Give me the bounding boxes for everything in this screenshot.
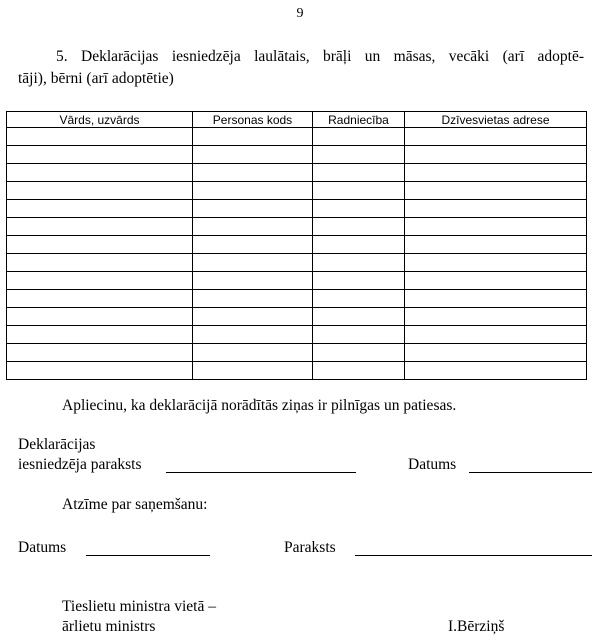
signatory-position-line-2: ārlietu ministrs (62, 618, 156, 635)
table-cell[interactable] (7, 236, 193, 254)
table-cell[interactable] (7, 308, 193, 326)
table-cell[interactable] (313, 344, 405, 362)
table-row (7, 290, 587, 308)
table-cell[interactable] (313, 200, 405, 218)
table-cell[interactable] (313, 326, 405, 344)
table-cell[interactable] (193, 362, 313, 380)
confirmation-statement: Apliecinu, ka deklarācijā norādītās ziņas ir pilnīgas un patiesas. (62, 397, 457, 414)
table-cell[interactable] (7, 290, 193, 308)
table-body (7, 128, 587, 380)
table-cell[interactable] (405, 308, 587, 326)
table-cell[interactable] (193, 272, 313, 290)
table-cell[interactable] (405, 164, 587, 182)
table-cell[interactable] (313, 290, 405, 308)
table-row (7, 308, 587, 326)
receipt-date-field[interactable] (86, 555, 210, 556)
table-cell[interactable] (313, 362, 405, 380)
table-cell[interactable] (193, 200, 313, 218)
table-row (7, 362, 587, 380)
column-header-name: Vārds, uzvārds (7, 112, 193, 128)
page-number: 9 (296, 6, 304, 21)
table-cell[interactable] (193, 128, 313, 146)
signatory-name: I.Bērziņš (448, 618, 505, 635)
signatory-position-line-1: Tieslietu ministra vietā – (62, 598, 216, 615)
table-cell[interactable] (405, 272, 587, 290)
section-heading-line-1: 5. Deklarācijas iesniedzēja laulātais, brāļi un māsas, vecāki (arī adoptē- (56, 48, 584, 65)
table-cell[interactable] (313, 164, 405, 182)
table-row (7, 326, 587, 344)
table-cell[interactable] (313, 146, 405, 164)
table-cell[interactable] (7, 344, 193, 362)
signature-field[interactable] (166, 472, 356, 473)
table-row (7, 344, 587, 362)
table-cell[interactable] (193, 182, 313, 200)
table-cell[interactable] (193, 290, 313, 308)
column-header-relationship: Radniecība (313, 112, 405, 128)
table-cell[interactable] (313, 272, 405, 290)
table-cell[interactable] (405, 182, 587, 200)
table-row (7, 128, 587, 146)
table-cell[interactable] (193, 146, 313, 164)
table-cell[interactable] (405, 200, 587, 218)
table-row (7, 200, 587, 218)
table-cell[interactable] (313, 236, 405, 254)
table-cell[interactable] (7, 254, 193, 272)
table-cell[interactable] (405, 128, 587, 146)
table-header-row (7, 112, 587, 128)
table-cell[interactable] (7, 128, 193, 146)
table-row (7, 182, 587, 200)
column-header-personal-code: Personas kods (193, 112, 313, 128)
receipt-date-label: Datums (18, 539, 67, 556)
table-cell[interactable] (193, 164, 313, 182)
table-cell[interactable] (313, 308, 405, 326)
section-heading (18, 46, 584, 90)
table-cell[interactable] (7, 272, 193, 290)
table-row (7, 272, 587, 290)
table-row (7, 236, 587, 254)
table-row (7, 146, 587, 164)
table-cell[interactable] (7, 182, 193, 200)
table-cell[interactable] (405, 254, 587, 272)
table-cell[interactable] (313, 218, 405, 236)
table-cell[interactable] (405, 236, 587, 254)
table-row (7, 218, 587, 236)
table-cell[interactable] (405, 290, 587, 308)
date-label: Datums (408, 456, 457, 473)
table-cell[interactable] (7, 218, 193, 236)
table-cell[interactable] (7, 164, 193, 182)
receipt-signature-field[interactable] (355, 555, 592, 556)
table-cell[interactable] (7, 326, 193, 344)
table-cell[interactable] (313, 128, 405, 146)
signature-label-line-2: iesniedzēja paraksts (18, 456, 142, 473)
table-cell[interactable] (193, 308, 313, 326)
table-cell[interactable] (405, 146, 587, 164)
table-cell[interactable] (313, 254, 405, 272)
table-cell[interactable] (193, 218, 313, 236)
table-cell[interactable] (7, 200, 193, 218)
table-cell[interactable] (193, 236, 313, 254)
table-row (7, 254, 587, 272)
table-cell[interactable] (313, 182, 405, 200)
relatives-table (6, 111, 587, 380)
signature-label-line-1: Deklarācijas (18, 436, 96, 453)
table-row (7, 164, 587, 182)
table-cell[interactable] (193, 254, 313, 272)
date-field[interactable] (469, 472, 592, 473)
table-cell[interactable] (405, 362, 587, 380)
table-cell[interactable] (405, 344, 587, 362)
table-cell[interactable] (7, 362, 193, 380)
table-cell[interactable] (405, 218, 587, 236)
table-cell[interactable] (193, 344, 313, 362)
receipt-signature-label: Paraksts (284, 539, 336, 556)
receipt-heading: Atzīme par saņemšanu: (62, 496, 208, 513)
table-cell[interactable] (193, 326, 313, 344)
table-cell[interactable] (7, 146, 193, 164)
section-heading-line-2: tāji), bērni (arī adoptētie) (18, 70, 174, 87)
table-cell[interactable] (405, 326, 587, 344)
column-header-address: Dzīvesvietas adrese (405, 112, 587, 128)
